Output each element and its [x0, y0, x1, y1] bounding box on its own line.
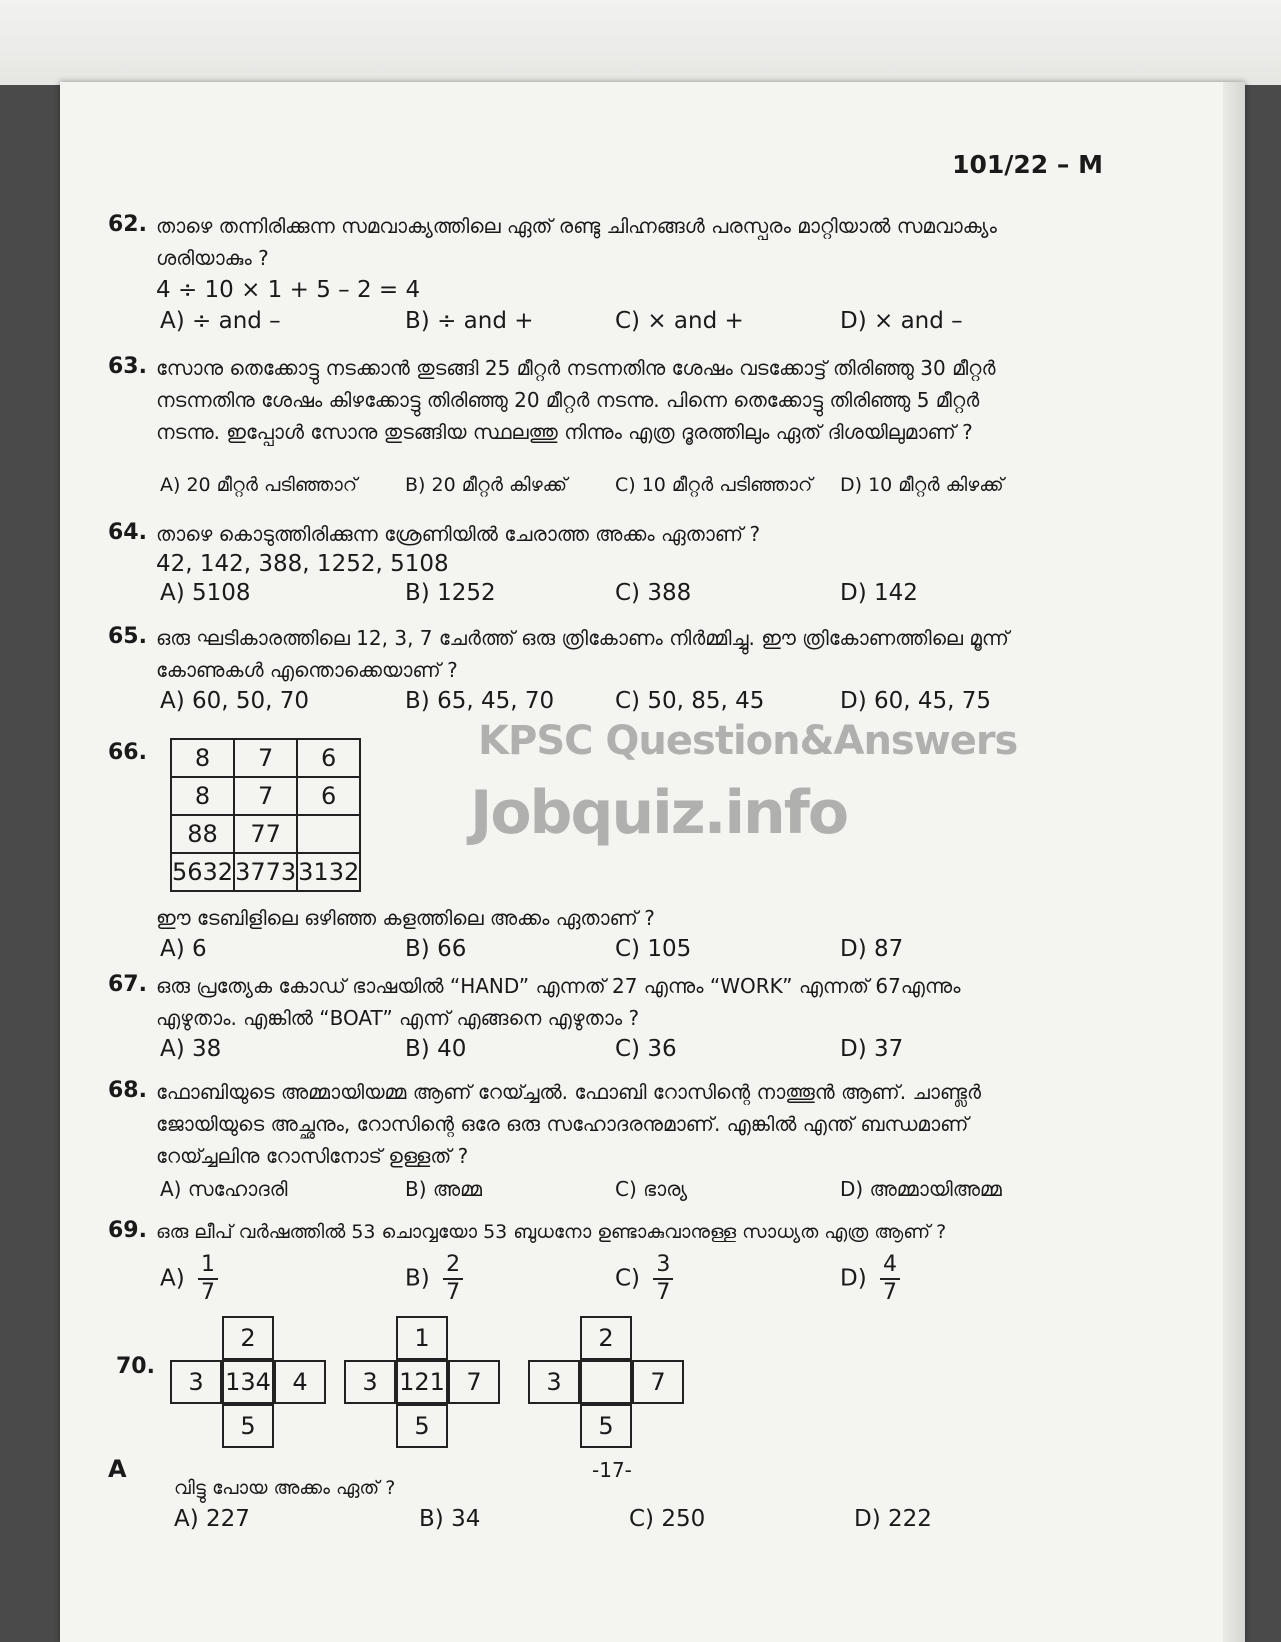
number-table — [170, 738, 361, 892]
option-d[interactable]: D) 142 — [840, 580, 918, 606]
option-b[interactable]: B) 20 മീറ്റർ കിഴക്ക് — [405, 474, 568, 496]
fraction — [653, 1252, 673, 1306]
figure-cell-bottom: 5 — [222, 1404, 274, 1448]
question-text: വിട്ടു പോയ അക്കം ഏത് ? — [174, 1477, 396, 1499]
numerator: 3 — [653, 1252, 673, 1280]
option-c[interactable] — [615, 1252, 673, 1306]
option-d[interactable]: D) 60, 45, 75 — [840, 688, 992, 714]
table-cell-blank — [297, 815, 360, 853]
table-cell: 3132 — [297, 853, 360, 891]
series-letter: A — [108, 1455, 127, 1483]
option-c[interactable]: C) ഭാര്യ — [615, 1177, 688, 1201]
option-d[interactable]: D) 87 — [840, 936, 904, 962]
table-cell: 7 — [234, 777, 297, 815]
option-c[interactable]: C) 10 മീറ്റർ പടിഞ്ഞാറ് — [615, 474, 813, 496]
paper-code: 101/22 – M — [952, 150, 1103, 179]
table-row — [171, 815, 360, 853]
figure-cell-center: 134 — [222, 1360, 274, 1404]
table-row — [171, 739, 360, 777]
option-c[interactable]: C) 250 — [629, 1506, 706, 1532]
option-d[interactable]: D) 37 — [840, 1036, 904, 1062]
question-text: ഫോബിയുടെ അമ്മായിയമ്മ ആണ് റേയ്ച്ചൽ. ഫോബി റോസിന്റെ നാത്തൂൻ ആണ്. ചാണ്ട്ലർ ജോയിയുടെ അച്ഛനും, റോസിന്റെ ഒരേ ഒരു സഹോദരനുമാണ്. എങ്കിൽ എന്ത് ബന്ധമാണ് റേയ്ച്ചലിനു റോസിനോട് ഉള്ളത് ? — [156, 1080, 981, 1168]
option-b[interactable]: B) ÷ and + — [405, 308, 534, 334]
option-a[interactable]: A) 20 മീറ്റർ പടിഞ്ഞാറ് — [160, 474, 358, 496]
figure-cell-bottom: 5 — [580, 1404, 632, 1448]
option-a[interactable]: A) 60, 50, 70 — [160, 688, 310, 714]
table-cell: 5632 — [171, 853, 234, 891]
fraction — [880, 1252, 900, 1306]
table-cell: 88 — [171, 815, 234, 853]
options — [160, 1174, 1060, 1206]
figure-cell-left: 3 — [528, 1360, 580, 1404]
question-text: ഈ ടേബിളിലെ ഒഴിഞ്ഞ കളത്തിലെ അക്കം ഏതാണ് ? — [156, 906, 655, 930]
figure-cell-top: 2 — [580, 1316, 632, 1360]
table-cell: 8 — [171, 739, 234, 777]
series: 42, 142, 388, 1252, 5108 — [156, 551, 449, 577]
table-cell: 8 — [171, 777, 234, 815]
question-text: താഴെ കൊടുത്തിരിക്കുന്ന ശ്രേണിയിൽ ചേരാത്ത അക്കം ഏതാണ് ? — [156, 522, 761, 546]
option-d[interactable]: D) 222 — [854, 1506, 932, 1532]
question-number: 70. — [116, 1354, 155, 1379]
option-c[interactable]: C) 388 — [615, 580, 692, 606]
option-b[interactable]: B) 65, 45, 70 — [405, 688, 555, 714]
table-cell: 6 — [297, 777, 360, 815]
question-number: 63. — [108, 354, 147, 379]
table-cell: 7 — [234, 739, 297, 777]
figure-cell-right: 7 — [448, 1360, 500, 1404]
options — [160, 1252, 1060, 1316]
table-cell: 6 — [297, 739, 360, 777]
figure-cell-bottom: 5 — [396, 1404, 448, 1448]
question-text: സോനു തെക്കോട്ടു നടക്കാൻ തുടങ്ങി 25 മീറ്റർ നടന്നതിനു ശേഷം വടക്കോട്ട് തിരിഞ്ഞു 30 മീറ്റർ നടന്നതിനു ശേഷം കിഴക്കോട്ടു തിരിഞ്ഞു 20 മീറ്റർ നടന്നു. പിന്നെ തെക്കോട്ടു തിരിഞ്ഞു 5 മീറ്റർ നടന്നു. ഇപ്പോൾ സോനു തുടങ്ങിയ സ്ഥലത്തു നിന്നും എത്ര ദൂരത്തിലും ഏത് ദിശയിലുമാണ് ? — [156, 356, 996, 444]
figure-cell-left: 3 — [170, 1360, 222, 1404]
option-c[interactable]: C) 50, 85, 45 — [615, 688, 765, 714]
options — [160, 934, 1060, 966]
option-d[interactable]: D) അമ്മായിഅമ്മ — [840, 1177, 1002, 1201]
denominator: 7 — [656, 1280, 671, 1305]
cross-figure-3 — [528, 1316, 684, 1466]
option-d[interactable]: D) 10 മീറ്റർ കിഴക്ക് — [840, 474, 1004, 496]
option-d[interactable]: D) × and – — [840, 308, 963, 334]
options — [160, 1034, 1060, 1066]
numerator: 4 — [880, 1252, 900, 1280]
options — [160, 686, 1060, 718]
scan-background — [0, 0, 1281, 85]
table-cell: 3773 — [234, 853, 297, 891]
denominator: 7 — [883, 1280, 897, 1305]
equation: 4 ÷ 10 × 1 + 5 – 2 = 4 — [156, 277, 421, 303]
option-b[interactable]: B) 66 — [405, 936, 467, 962]
option-a[interactable]: A) ÷ and – — [160, 308, 281, 334]
option-b[interactable]: B) അമ്മ — [405, 1177, 482, 1201]
numerator: 1 — [198, 1252, 218, 1280]
option-b[interactable]: B) 40 — [405, 1036, 467, 1062]
denominator: 7 — [446, 1280, 461, 1305]
option-a[interactable]: A) 227 — [174, 1506, 250, 1532]
watermark-line1: KPSC Question&Answers — [478, 718, 1018, 764]
options — [174, 1504, 1074, 1536]
figure-cell-center: 121 — [396, 1360, 448, 1404]
option-c[interactable]: C) × and + — [615, 308, 744, 334]
figure-cell-top: 1 — [396, 1316, 448, 1360]
cross-figure-2 — [344, 1316, 500, 1466]
table-row — [171, 853, 360, 891]
figure-cell-missing — [580, 1360, 632, 1404]
question-text: താഴെ തന്നിരിക്കുന്ന സമവാക്യത്തിലെ ഏത് രണ്ടു ചിഹ്നങ്ങൾ പരസ്പരം മാറ്റിയാൽ സമവാക്യം ശരിയാകും ? — [156, 214, 997, 270]
option-c[interactable]: C) 105 — [615, 936, 692, 962]
figure-cell-right: 7 — [632, 1360, 684, 1404]
question-text: ഒരു ലീപ് വർഷത്തിൽ 53 ചൊവ്വയോ 53 ബുധനോ ഉണ്ടാകുവാനുള്ള സാധ്യത എത്ര ആണ് ? — [156, 1221, 947, 1243]
options — [160, 578, 1060, 610]
option-a[interactable]: A) 5108 — [160, 580, 251, 606]
option-label: A) — [160, 1265, 185, 1292]
option-label: C) — [615, 1265, 641, 1292]
option-a[interactable] — [160, 1252, 218, 1306]
question-number: 62. — [108, 212, 147, 237]
option-b[interactable] — [405, 1252, 463, 1306]
option-a[interactable]: A) സഹോദരി — [160, 1177, 288, 1201]
question-number: 64. — [108, 520, 147, 545]
question-text: ഒരു പ്രത്യേക കോഡ് ഭാഷയിൽ “HAND” എന്നത് 27 എന്നും “WORK” എന്നത് 67എന്നും എഴുതാം. എങ്കിൽ “BOAT” എന്ന് എങ്ങനെ എഴുതാം ? — [156, 974, 961, 1030]
figure-cell-top: 2 — [222, 1316, 274, 1360]
option-b[interactable]: B) 34 — [419, 1506, 481, 1532]
option-c[interactable]: C) 36 — [615, 1036, 677, 1062]
table-row — [171, 777, 360, 815]
figure-cell-right: 4 — [274, 1360, 326, 1404]
figure-cell-left: 3 — [344, 1360, 396, 1404]
options — [160, 470, 1060, 502]
option-label: B) — [405, 1265, 430, 1292]
question-number: 68. — [108, 1078, 147, 1103]
watermark-line2: Jobquiz.info — [470, 778, 848, 848]
question-number: 66. — [108, 740, 147, 765]
denominator: 7 — [201, 1280, 216, 1305]
cross-figure-1 — [170, 1316, 326, 1466]
fraction — [198, 1252, 218, 1306]
question-number: 69. — [108, 1218, 147, 1243]
option-label: D) — [840, 1265, 867, 1292]
option-d[interactable] — [840, 1252, 900, 1306]
question-number: 65. — [108, 624, 147, 649]
table-cell: 77 — [234, 815, 297, 853]
page-edge — [1223, 82, 1245, 1642]
options — [160, 306, 1060, 338]
numerator: 2 — [443, 1252, 463, 1280]
option-a[interactable]: A) 38 — [160, 1036, 222, 1062]
option-a[interactable]: A) 6 — [160, 936, 207, 962]
fraction — [443, 1252, 463, 1306]
question-text: ഒരു ഘടികാരത്തിലെ 12, 3, 7 ചേർത്ത് ഒരു ത്രികോണം നിർമ്മിച്ചു. ഈ ത്രികോണത്തിലെ മൂന്ന് കോണുകൾ എന്തൊക്കെയാണ് ? — [156, 626, 1009, 682]
question-number: 67. — [108, 972, 147, 997]
page-number: -17- — [592, 1458, 632, 1482]
option-b[interactable]: B) 1252 — [405, 580, 496, 606]
